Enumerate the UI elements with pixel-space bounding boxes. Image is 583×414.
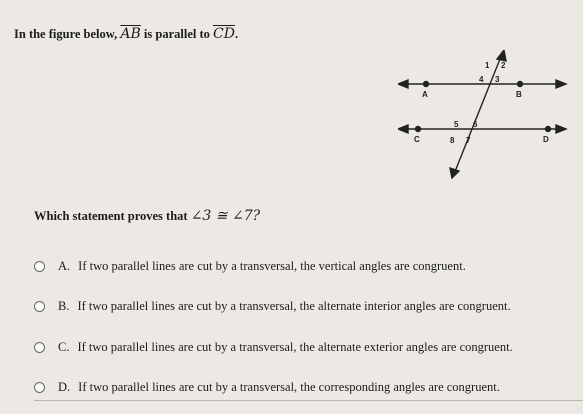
point-a: [424, 82, 429, 87]
divider: [34, 400, 583, 401]
segment-ab: $\overline{AB}$: [120, 26, 141, 42]
angle-label-8: 8: [450, 136, 455, 145]
point-label-b: B: [516, 90, 522, 99]
angle-label-5: 5: [454, 120, 459, 129]
angle-label-6: 6: [473, 120, 478, 129]
angle-label-4: 4: [479, 75, 484, 84]
arrow-ab-right: [556, 80, 566, 88]
point-b: [518, 82, 523, 87]
choice-text: If two parallel lines are cut by a transversal, the corresponding angles are congruent.: [78, 380, 500, 394]
angle-label-2: 2: [501, 61, 506, 70]
radio-b[interactable]: [34, 301, 45, 312]
point-c: [416, 127, 421, 132]
question-prefix: In the figure below,: [14, 27, 118, 41]
choice-c[interactable]: [34, 340, 513, 355]
question-text: [14, 26, 238, 42]
choice-letter: B.: [58, 299, 70, 313]
angle-label-7: 7: [466, 136, 471, 145]
question-suffix: .: [234, 27, 239, 41]
arrow-cd-left: [398, 125, 408, 133]
arrow-ab-left: [398, 80, 408, 88]
radio-a[interactable]: [34, 261, 45, 272]
transversal: [454, 54, 502, 174]
choice-text: If two parallel lines are cut by a transversal, the vertical angles are congruent.: [78, 259, 466, 273]
radio-d[interactable]: [34, 382, 45, 393]
point-label-a: A: [422, 90, 428, 99]
prompt-text: [34, 208, 260, 224]
choice-d[interactable]: [34, 380, 500, 395]
arrow-transversal-top: [497, 50, 506, 61]
question-middle: is parallel to: [143, 27, 210, 41]
prompt-label: Which statement proves that: [34, 209, 188, 223]
choice-text: If two parallel lines are cut by a transversal, the alternate interior angles are congruent.: [77, 299, 511, 313]
angle-label-1: 1: [485, 61, 490, 70]
prompt-math: ∠3 ≅ ∠7?: [190, 208, 261, 224]
choice-b[interactable]: [34, 299, 511, 314]
angle-label-3: 3: [495, 75, 500, 84]
choice-text: If two parallel lines are cut by a transversal, the alternate exterior angles are congruent.: [77, 340, 513, 354]
arrow-cd-right: [556, 125, 566, 133]
point-d: [546, 127, 551, 132]
arrow-transversal-bottom: [450, 168, 459, 178]
segment-cd: $\overline{CD}$: [213, 26, 235, 42]
parallel-lines-figure: [398, 50, 568, 180]
choice-a[interactable]: [34, 259, 466, 274]
point-label-d: D: [543, 135, 549, 144]
radio-c[interactable]: [34, 342, 45, 353]
point-label-c: C: [414, 135, 420, 144]
choice-letter: C.: [58, 340, 70, 354]
choice-letter: D.: [58, 380, 71, 394]
choice-letter: A.: [58, 259, 71, 273]
